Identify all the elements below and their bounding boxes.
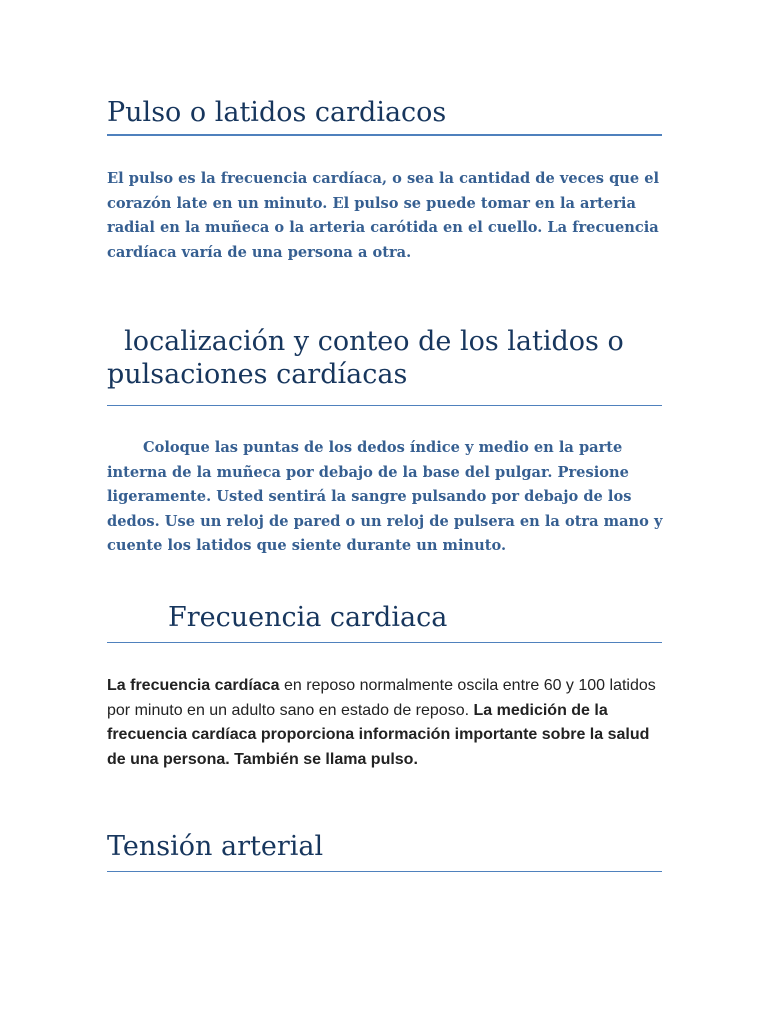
heading-underline: [107, 134, 662, 136]
bold-term: La frecuencia cardíaca: [107, 677, 280, 694]
heading-tension: Tensión arterial: [107, 831, 324, 862]
heading-underline: [107, 405, 662, 406]
paragraph-pulso: El pulso es la frecuencia cardíaca, o sea la cantidad de veces que el corazón late en un minuto. El pulso se puede tomar en la arteria radial en la muñeca o la arteria carótida en el cuello. La frecuencia cardíaca varía de una persona a otra.: [107, 170, 660, 261]
paragraph-localizacion: Coloque las puntas de los dedos índice y medio en la parte interna de la muñeca por debajo de la base del pulgar. Presione ligeramente. Usted sentirá la sangre pulsando por debajo de los dedos. Use un reloj de pared o un reloj de pulsera en la otra mano y cuente los latidos que siente durante un minuto.: [107, 439, 663, 554]
heading-underline: [107, 871, 662, 872]
heading-frecuencia: Frecuencia cardiaca: [168, 602, 448, 633]
heading-underline: [107, 642, 662, 643]
heading-localizacion: localización y conteo de los latidos o pulsaciones cardíacas: [107, 326, 633, 390]
body-text: en reposo normalmente oscila entre 60 y 100 latidos por minuto en un adulto sano en estado de reposo.: [107, 677, 656, 719]
bold-statement: La medición de la frecuencia cardíaca proporciona información importante sobre la salud de una persona. También se llama pulso.: [107, 701, 650, 768]
paragraph-frecuencia: [107, 674, 667, 772]
heading-pulso: Pulso o latidos cardiacos: [107, 97, 447, 128]
